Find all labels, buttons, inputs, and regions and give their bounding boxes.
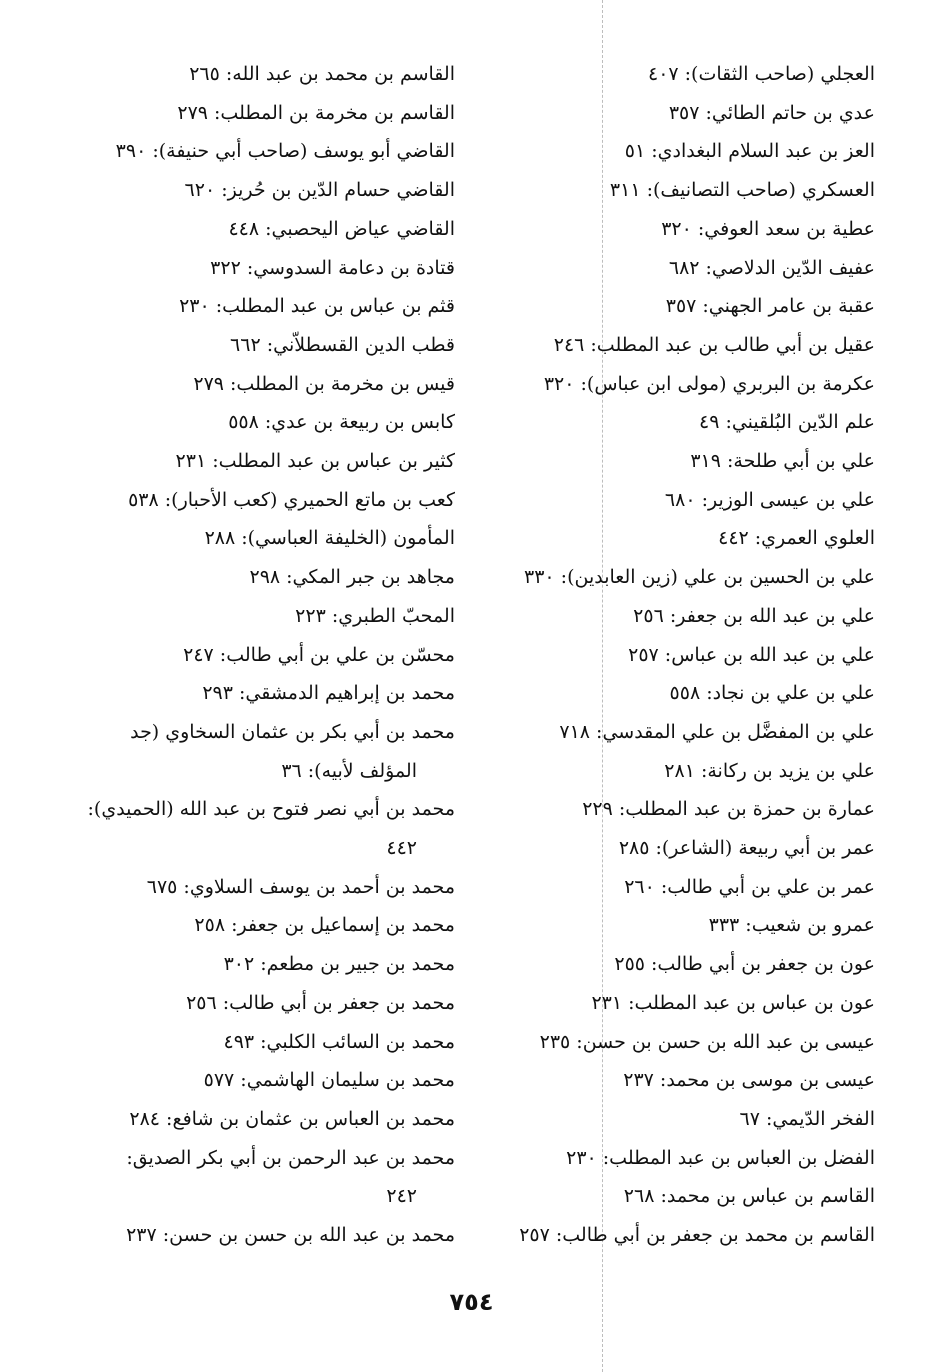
index-entry-continuation: المؤلف لأبيه): ٣٦ — [281, 759, 417, 782]
index-entry: عمرو بن شعيب: ٣٣٣ — [708, 914, 875, 937]
index-entry: كثير بن عباس بن عبد المطلب: ٢٣١ — [175, 450, 455, 473]
index-entry-continuation: ٤٤٢ — [386, 837, 417, 860]
index-entry: القاسم بن محمد بن جعفر بن أبي طالب: ٢٥٧ — [519, 1224, 875, 1247]
index-entry: محمد بن أبي نصر فتوح بن عبد الله (الحميدي): — [87, 798, 455, 821]
index-entry: علي بن المفضَّل بن علي المقدسي: ٧١٨ — [559, 720, 875, 743]
index-entry: محمد بن إبراهيم الدمشقي: ٢٩٣ — [202, 682, 455, 705]
index-entry: عمر بن أبي ربيعة (الشاعر): ٢٨٥ — [618, 837, 875, 860]
index-entry: قيس بن مخرمة بن المطلب: ٢٧٩ — [193, 372, 455, 395]
index-entry: العسكري (صاحب التصانيف): ٣١١ — [609, 179, 875, 202]
index-entry: العجلي (صاحب الثقات): ٤٠٧ — [647, 63, 875, 85]
index-entry: علي بن عيسى الوزير: ٦٨٠ — [664, 488, 875, 511]
index-entry: محمد بن أحمد بن يوسف السلاوي: ٦٧٥ — [146, 875, 455, 898]
index-entry: محمد بن جعفر بن أبي طالب: ٢٥٦ — [186, 991, 455, 1014]
index-entry: محمد بن عبد الرحمن بن أبي بكر الصديق: — [126, 1146, 455, 1169]
left-column — [70, 55, 455, 1255]
index-entry: علي بن عبد الله بن عباس: ٢٥٧ — [628, 643, 875, 666]
index-entry: محمد بن أبي بكر بن عثمان السخاوي (جد — [130, 720, 455, 743]
index-entry: الفضل بن العباس بن عبد المطلب: ٢٣٠ — [566, 1146, 875, 1169]
page-number: ٧٥٤ — [449, 1288, 494, 1316]
index-entry: المأمون (الخليفة العباسي): ٢٨٨ — [204, 527, 455, 550]
index-entry: القاسم بن محمد بن عبد الله: ٢٦٥ — [189, 63, 455, 85]
index-entry: القاضي عياض اليحصبي: ٤٤٨ — [228, 217, 455, 240]
index-entry: العلوي العمري: ٤٤٢ — [718, 527, 875, 550]
index-entry: محسّن بن علي بن أبي طالب: ٢٤٧ — [183, 643, 455, 666]
index-entry: مجاهد بن جبر المكي: ٢٩٨ — [249, 566, 455, 589]
index-entry: عدي بن حاتم الطائي: ٣٥٧ — [668, 101, 875, 124]
index-entry: محمد بن العباس بن عثمان بن شافع: ٢٨٤ — [129, 1107, 455, 1130]
index-entry: علي بن يزيد بن ركانة: ٢٨١ — [664, 759, 875, 782]
right-column — [515, 55, 875, 1255]
index-entry: القاضي حسام الدّين بن حُريز: ٦٢٠ — [184, 179, 455, 202]
index-entry: علي بن الحسين بن علي (زين العابدين): ٣٣٠ — [524, 566, 875, 589]
index-entry: الفخر الدّيمي: ٦٧ — [739, 1107, 875, 1130]
index-entry: عمر بن علي بن أبي طالب: ٢٦٠ — [624, 875, 875, 898]
index-entry: القاضي أبو يوسف (صاحب أبي حنيفة): ٣٩٠ — [115, 140, 455, 163]
index-entry: قطب الدين القسطلاّني: ٦٦٢ — [230, 333, 455, 356]
index-entry: علي بن أبي طلحة: ٣١٩ — [690, 450, 875, 473]
index-entry: عقيل بن أبي طالب بن عبد المطلب: ٢٤٦ — [553, 333, 875, 356]
index-entry-continuation: ٢٤٢ — [386, 1185, 417, 1208]
index-entry: عمارة بن حمزة بن عبد المطلب: ٢٢٩ — [582, 798, 875, 821]
index-entry: علم الدّين البُلقيني: ٤٩ — [698, 411, 875, 434]
index-entry: عكرمة بن البربري (مولى ابن عباس): ٣٢٠ — [543, 372, 875, 395]
index-entry: قتادة بن دعامة السدوسي: ٣٢٢ — [210, 256, 455, 279]
index-entry: محمد بن السائب الكلبي: ٤٩٣ — [223, 1030, 455, 1053]
index-entry: المحبّ الطبري: ٢٢٣ — [295, 604, 455, 627]
index-entry: علي بن علي بن نجاد: ٥٥٨ — [669, 682, 875, 705]
index-entry: عيسى بن عبد الله بن حسن بن حسن: ٢٣٥ — [539, 1030, 875, 1053]
index-entry: محمد بن سليمان الهاشمي: ٥٧٧ — [203, 1069, 455, 1092]
index-entry: كابس بن ربيعة بن عدي: ٥٥٨ — [228, 411, 455, 434]
index-entry: عقبة بن عامر الجهني: ٣٥٧ — [665, 295, 875, 318]
index-entry: القاسم بن عباس بن محمد: ٢٦٨ — [623, 1185, 875, 1208]
index-entry: عون بن جعفر بن أبي طالب: ٢٥٥ — [614, 953, 875, 976]
index-entry: عفيف الدّين الدلاصي: ٦٨٢ — [668, 256, 875, 279]
index-entry: عطية بن سعد العوفي: ٣٢٠ — [661, 217, 875, 240]
index-entry: عيسى بن موسى بن محمد: ٢٣٧ — [623, 1069, 875, 1092]
index-entry: علي بن عبد الله بن جعفر: ٢٥٦ — [633, 604, 875, 627]
index-entry: محمد بن إسماعيل بن جعفر: ٢٥٨ — [194, 914, 455, 937]
index-entry: العز بن عبد السلام البغدادي: ٥١ — [624, 140, 875, 163]
index-entry: القاسم بن مخرمة بن المطلب: ٢٧٩ — [177, 101, 455, 124]
index-entry: محمد بن عبد الله بن حسن بن حسن: ٢٣٧ — [126, 1224, 455, 1247]
index-entry: عون بن عباس بن عبد المطلب: ٢٣١ — [591, 991, 875, 1014]
index-entry: قثم بن عباس بن عبد المطلب: ٢٣٠ — [179, 295, 455, 318]
index-entry: محمد بن جبير بن مطعم: ٣٠٢ — [223, 953, 455, 976]
index-entry: كعب بن ماتع الحميري (كعب الأحبار): ٥٣٨ — [128, 488, 455, 511]
